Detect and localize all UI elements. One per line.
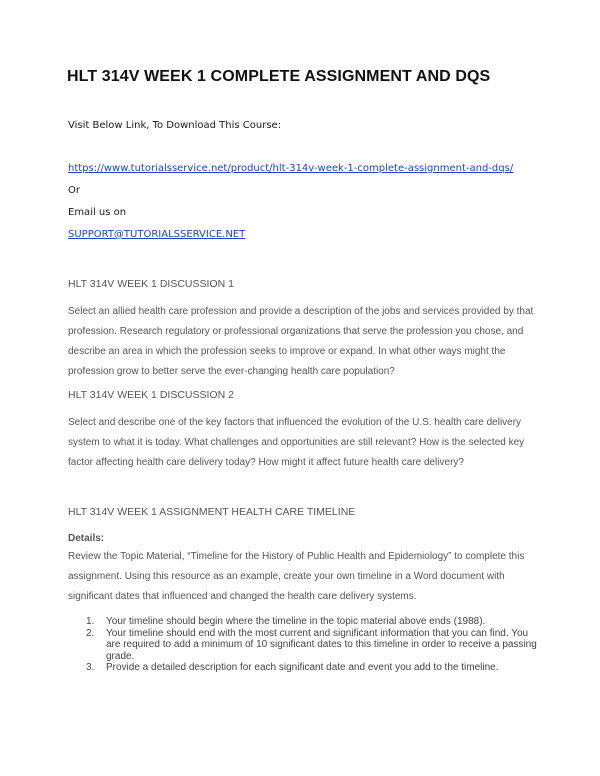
requirements-list: [68, 616, 538, 674]
list-item: [68, 616, 538, 628]
assignment-body: Review the Topic Material, “Timeline for the History of Public Health and Epidemiology” to complete this assignment. Using this resource as an example, create your own timeline in a Word document with significant dates that influenced and changed the health care delivery systems.: [68, 551, 525, 602]
discussion2-body: Select and describe one of the key factors that influenced the evolution of the U.S. health care delivery system to what it is today. What challenges and opportunities are still relevant? How is the selected key factor affecting health care delivery today? How might it affect future health care delivery?: [68, 417, 525, 468]
discussion1-heading: HLT 314V WEEK 1 DISCUSSION 1: [68, 278, 234, 290]
course-link[interactable]: https://www.tutorialsservice.net/product/hlt-314v-week-1-complete-assignment-and-dqs/: [68, 163, 514, 174]
support-email-link[interactable]: SUPPORT@TUTORIALSSERVICE.NET: [68, 229, 246, 240]
list-item-text: Your timeline should begin where the timeline in the topic material above ends (1988).: [106, 616, 486, 627]
email-prompt: Email us on: [68, 207, 127, 218]
intro-text: Visit Below Link, To Download This Course:: [68, 120, 282, 131]
list-item-text: Provide a detailed description for each significant date and event you add to the timeline.: [106, 662, 499, 673]
details-label: Details:: [68, 533, 105, 544]
list-item-number: 2.: [86, 627, 95, 639]
assignment-heading: HLT 314V WEEK 1 ASSIGNMENT HEALTH CARE TIMELINE: [68, 506, 356, 518]
list-item-text: Your timeline should end with the most current and significant information that you can find. You are required to add a minimum of 10 significant dates to this timeline in order to receive a passing grade.: [106, 627, 537, 662]
list-item: [68, 628, 538, 663]
discussion1-body: Select an allied health care profession and provide a description of the jobs and services provided by that profession. Research regulatory or professional organizations that serve the profession you chose, and describe an area in which the profession seeks to improve or expand. In what other ways might the profession grow to better serve the ever-changing health care population?: [68, 306, 534, 377]
document-title: HLT 314V WEEK 1 COMPLETE ASSIGNMENT AND DQS: [67, 68, 491, 85]
list-item-number: 3.: [86, 662, 95, 673]
list-item-number: 1.: [86, 616, 95, 627]
or-text: Or: [68, 185, 80, 196]
list-item: [68, 662, 538, 674]
discussion2-heading: HLT 314V WEEK 1 DISCUSSION 2: [68, 389, 234, 401]
